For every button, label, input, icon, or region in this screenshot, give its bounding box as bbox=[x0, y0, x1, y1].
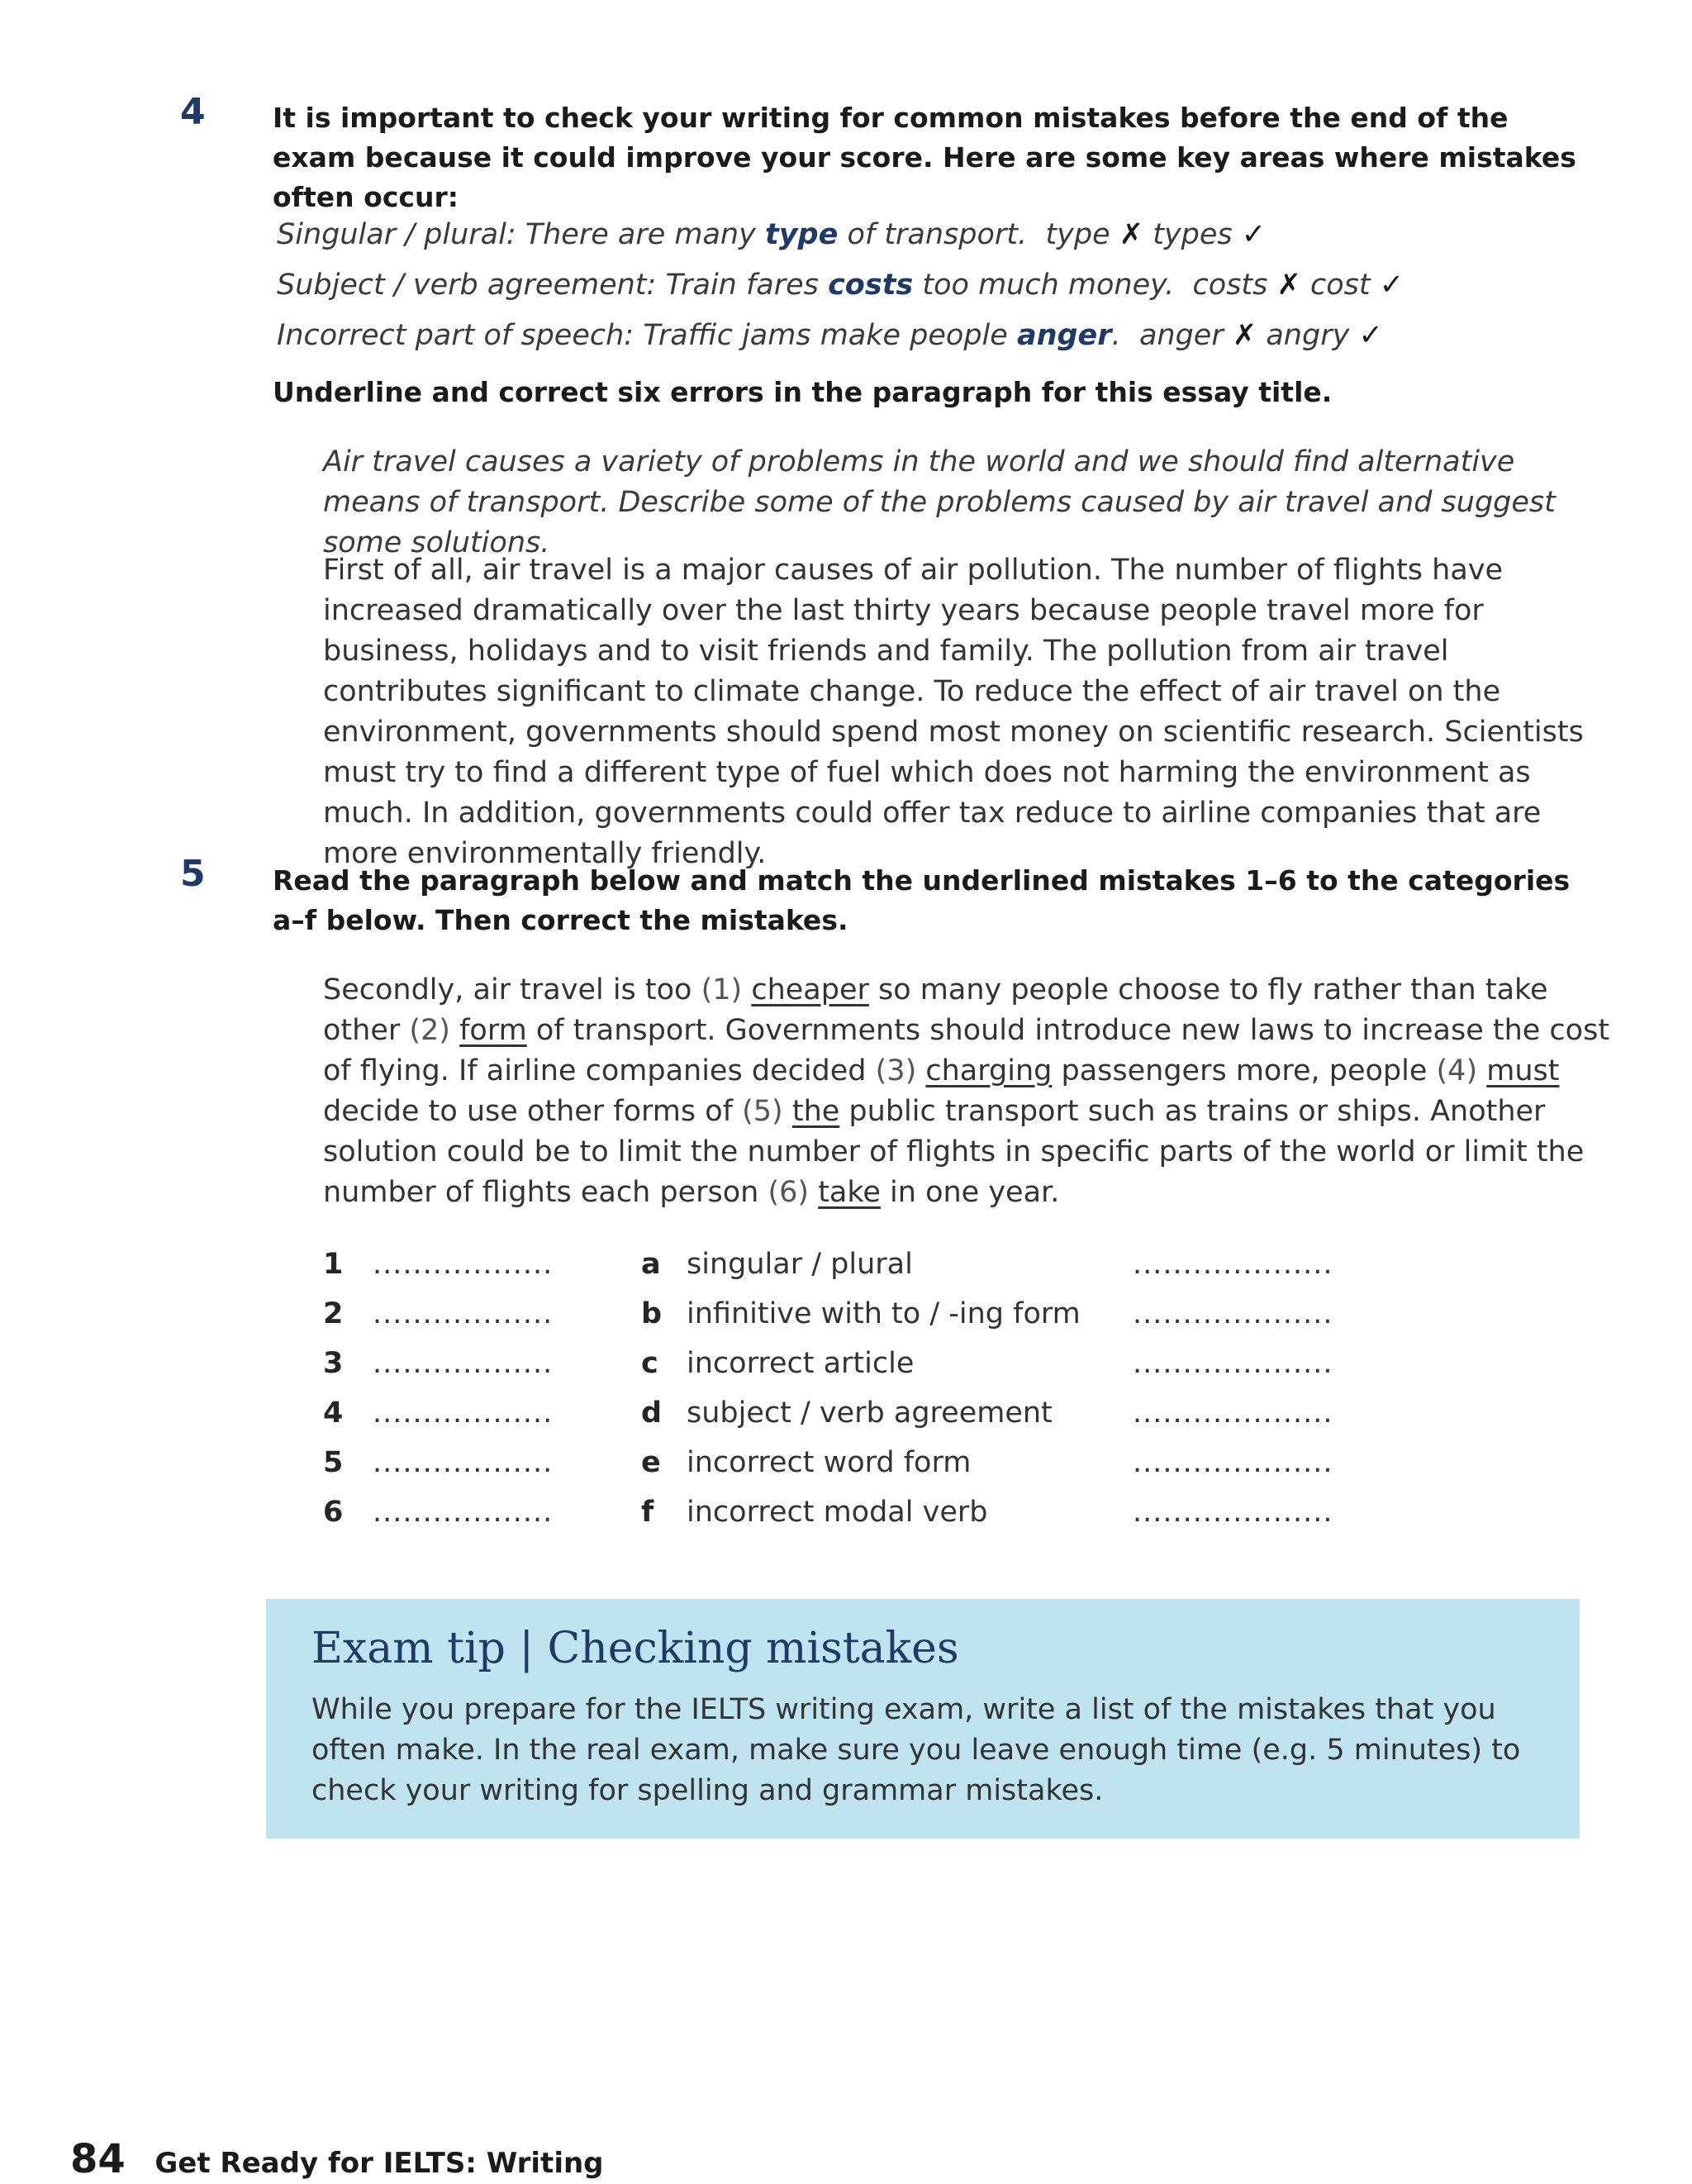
row-number: 3 bbox=[323, 1347, 344, 1380]
category-letter: f bbox=[641, 1496, 654, 1529]
example-wrong: costs bbox=[1192, 269, 1268, 302]
underlined-mistake: form bbox=[459, 1014, 527, 1047]
example-sentence-start: Traffic jams make people bbox=[643, 319, 1008, 352]
exercise-5-paragraph bbox=[323, 970, 1612, 1213]
example-singular-plural bbox=[277, 210, 1599, 260]
example-correct: types bbox=[1153, 218, 1233, 251]
example-sentence-end: of transport. bbox=[847, 218, 1028, 251]
example-sentence-start: Train fares bbox=[665, 269, 819, 302]
category-label: incorrect word form bbox=[687, 1446, 972, 1479]
answer-blank[interactable]: .................. bbox=[373, 1397, 554, 1430]
correction-blank[interactable]: .................... bbox=[1133, 1248, 1333, 1281]
paragraph-text: so many people choose to fly rather than take other bbox=[323, 973, 1548, 1047]
example-keyword: costs bbox=[828, 269, 914, 302]
underlined-mistake: the bbox=[791, 1095, 840, 1128]
category-letter: a bbox=[641, 1248, 661, 1281]
example-part-of-speech bbox=[277, 311, 1599, 361]
tick-icon: ✓ bbox=[1379, 269, 1404, 302]
example-correct: cost bbox=[1310, 269, 1371, 302]
example-wrong: anger bbox=[1138, 319, 1224, 352]
example-sentence-end: too much money. bbox=[922, 269, 1175, 302]
underlined-mistake: must bbox=[1486, 1054, 1560, 1087]
exercise-4-instruction: It is important to check your writing for common mistakes before the end of the exam because it could improve your score. Here are some key areas where mistakes often occur: bbox=[273, 102, 1576, 213]
exam-tip-box bbox=[266, 1599, 1580, 1839]
page-number: 84 bbox=[70, 2136, 126, 2182]
example-sentence-end: . bbox=[1111, 319, 1121, 352]
essay-title: Air travel causes a variety of problems in the world and we should find alternative means of transport. Describe some of the problems caused by air travel and suggest some solutions. bbox=[323, 445, 1556, 559]
paragraph-text: in one year. bbox=[880, 1176, 1060, 1209]
example-label: Incorrect part of speech: bbox=[277, 319, 634, 352]
answer-blank[interactable]: .................. bbox=[373, 1496, 554, 1529]
underlined-mistake: take bbox=[818, 1176, 881, 1209]
example-keyword: type bbox=[764, 218, 839, 251]
category-label: incorrect modal verb bbox=[687, 1496, 988, 1529]
row-number: 5 bbox=[323, 1446, 344, 1479]
exercise-5-number: 5 bbox=[180, 853, 206, 895]
paragraph-text: of transport. Governments should introduce new laws to increase the cost of flying. If airline companies decided bbox=[323, 1014, 1610, 1087]
example-correct: angry bbox=[1266, 319, 1350, 352]
answer-blank[interactable]: .................. bbox=[373, 1446, 554, 1479]
exercise-5-instruction: Read the paragraph below and match the underlined mistakes 1–6 to the categories a–f below. Then correct the mistakes. bbox=[273, 864, 1571, 936]
answer-blank[interactable]: .................. bbox=[373, 1347, 554, 1380]
exercise-4-paragraph: First of all, air travel is a major causes of air pollution. The number of flights have increased dramatically over the last thirty years because people travel more for business, holidays and to visit friends and family. The pollution from air travel contributes significant to climate change. To reduce the effect of air travel on the environment, governments should spend most money on scientific research. Scientists must try to find a different type of fuel which does not harming the environment as much. In addition, governments could offer tax reduce to airline companies that are more environmentally friendly. bbox=[323, 554, 1584, 870]
exercise-4-number: 4 bbox=[180, 91, 206, 133]
example-subject-verb bbox=[277, 260, 1599, 311]
category-label: incorrect article bbox=[687, 1347, 915, 1380]
answer-blank[interactable]: .................. bbox=[373, 1248, 554, 1281]
page-footer bbox=[70, 2136, 604, 2182]
tick-icon: ✓ bbox=[1358, 319, 1383, 352]
exercise-4-task: Underline and correct six errors in the paragraph for this essay title. bbox=[273, 376, 1333, 408]
category-label: infinitive with to / -ing form bbox=[687, 1297, 1081, 1330]
correction-blank[interactable]: .................... bbox=[1133, 1347, 1333, 1380]
row-number: 6 bbox=[323, 1496, 344, 1529]
category-label: singular / plural bbox=[687, 1248, 913, 1281]
category-label: subject / verb agreement bbox=[687, 1397, 1053, 1430]
mistake-number: (6) bbox=[768, 1176, 810, 1209]
example-label: Subject / verb agreement: bbox=[277, 269, 657, 302]
tick-icon: ✓ bbox=[1241, 218, 1267, 251]
example-sentence-start: There are many bbox=[525, 218, 756, 251]
underlined-mistake: charging bbox=[925, 1054, 1053, 1087]
example-label: Singular / plural: bbox=[277, 218, 516, 251]
example-wrong: type bbox=[1045, 218, 1110, 251]
exam-tip-title: Exam tip | Checking mistakes bbox=[311, 1624, 959, 1673]
exam-tip-text: While you prepare for the IELTS writing exam, write a list of the mistakes that you often make. In the real exam, make sure you leave enough time (e.g. 5 minutes) to check your writing for spelling and grammar mistakes. bbox=[311, 1693, 1521, 1807]
underlined-mistake: cheaper bbox=[751, 973, 869, 1006]
mistake-number: (1) bbox=[701, 973, 743, 1006]
mistake-number: (2) bbox=[409, 1014, 450, 1047]
correction-blank[interactable]: .................... bbox=[1133, 1297, 1333, 1330]
row-number: 1 bbox=[323, 1248, 344, 1281]
book-title: Get Ready for IELTS: Writing bbox=[154, 2147, 604, 2180]
category-letter: e bbox=[641, 1446, 661, 1479]
category-letter: c bbox=[641, 1347, 658, 1380]
paragraph-text: public transport such as trains or ships. Another solution could be to limit the number of flights in specific parts of the world or limit the number of flights each person bbox=[323, 1095, 1585, 1209]
correction-blank[interactable]: .................... bbox=[1133, 1397, 1333, 1430]
mistake-number: (3) bbox=[875, 1054, 917, 1087]
answer-blank[interactable]: .................. bbox=[373, 1297, 554, 1330]
category-letter: b bbox=[641, 1297, 663, 1330]
example-list bbox=[277, 210, 1599, 361]
paragraph-text: decide to use other forms of bbox=[323, 1095, 743, 1128]
paragraph-text: passengers more, people bbox=[1052, 1054, 1437, 1087]
correction-blank[interactable]: .................... bbox=[1133, 1496, 1333, 1529]
paragraph-text: Secondly, air travel is too bbox=[323, 973, 701, 1006]
cross-icon: ✗ bbox=[1232, 319, 1257, 352]
row-number: 2 bbox=[323, 1297, 344, 1330]
mistake-number: (4) bbox=[1436, 1054, 1478, 1087]
row-number: 4 bbox=[323, 1397, 344, 1430]
cross-icon: ✗ bbox=[1276, 269, 1301, 302]
cross-icon: ✗ bbox=[1119, 218, 1144, 251]
category-letter: d bbox=[641, 1397, 663, 1430]
example-keyword: anger bbox=[1016, 319, 1112, 352]
mistake-number: (5) bbox=[742, 1095, 783, 1128]
correction-blank[interactable]: .................... bbox=[1133, 1446, 1333, 1479]
